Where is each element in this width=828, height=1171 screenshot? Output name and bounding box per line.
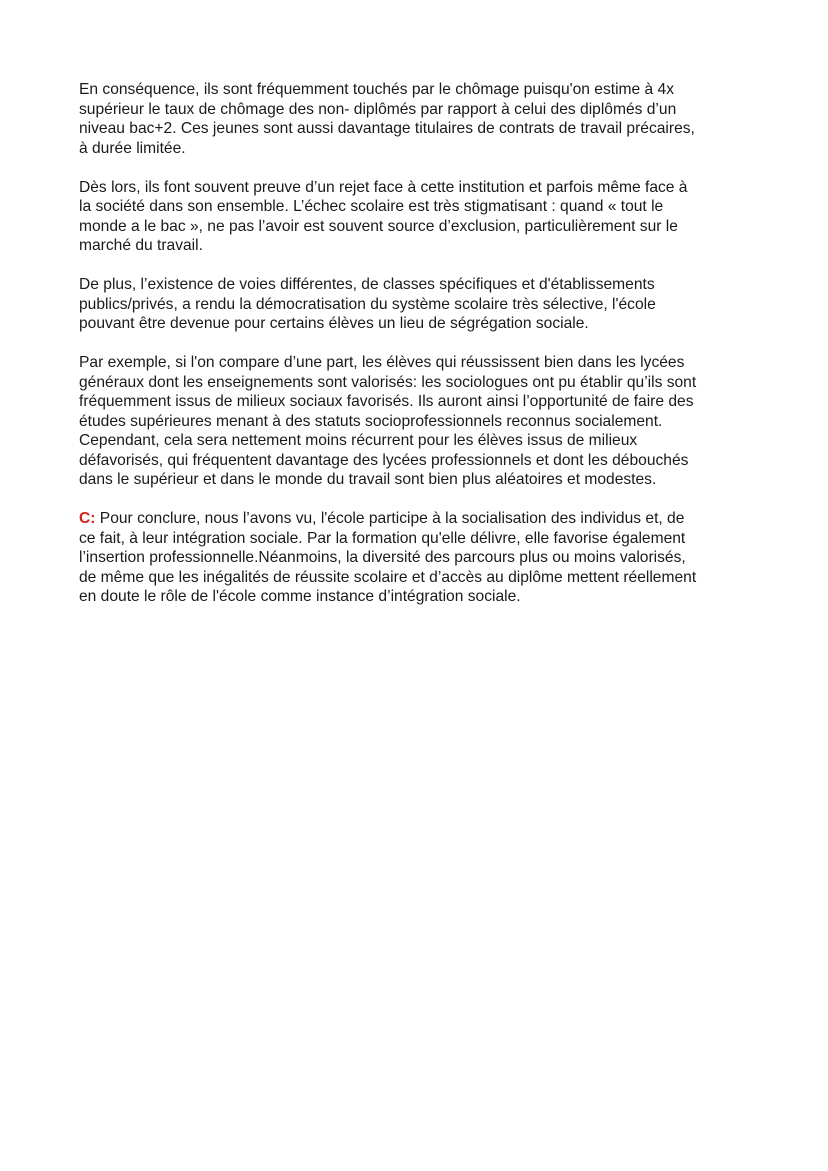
- text-line: fréquemment issus de milieux sociaux favorisés. Ils auront ainsi l’opportunité de faire des: [79, 393, 694, 410]
- text-line: études supérieures menant à des statuts socioprofessionnels reconnus socialement.: [79, 412, 663, 430]
- text-line: la société dans son ensemble. L’échec scolaire est très stigmatisant : quand « tout le: [79, 198, 664, 215]
- paragraph-segregation: [79, 275, 751, 334]
- text-line: dans le supérieur et dans le monde du travail sont bien plus aléatoires et modestes.: [79, 471, 657, 488]
- text-line: supérieur le taux de chômage des non- diplômés par rapport à celui des diplômés d’un: [79, 100, 677, 118]
- text-line: publics/privés, a rendu la démocratisation du système scolaire très sélective, l'école: [79, 295, 656, 313]
- paragraph-example: [79, 353, 751, 490]
- paragraph-rejection: [79, 178, 751, 256]
- text-line: Dès lors, ils font souvent preuve d’un rejet face à cette institution et parfois même face à: [79, 178, 688, 196]
- text-line: en doute le rôle de l'école comme instance d’intégration sociale.: [79, 588, 521, 605]
- text-line: à durée limitée.: [79, 139, 186, 157]
- text-line: En conséquence, ils sont fréquemment touchés par le chômage puisqu'on estime à 4x: [79, 81, 675, 98]
- paragraph-unemployment: [79, 80, 751, 158]
- text-line: défavorisés, qui fréquentent davantage des lycées professionnels et dont les débouchés: [79, 451, 689, 469]
- paragraph-conclusion: [79, 509, 751, 607]
- text-line: monde a le bac », ne pas l’avoir est souvent source d’exclusion, particulièrement sur le: [79, 217, 678, 235]
- text-line: de même que les inégalités de réussite scolaire et d’accès au diplôme mettent réellement: [79, 568, 697, 586]
- text-line: ce fait, à leur intégration sociale. Par la formation qu'elle délivre, elle favorise également: [79, 529, 686, 547]
- text-line: l’insertion professionnelle.Néanmoins, la diversité des parcours plus ou moins valorisés,: [79, 549, 686, 566]
- text-line: Pour conclure, nous l’avons vu, l'école participe à la socialisation des individus et, de: [95, 510, 685, 527]
- text-line: niveau bac+2. Ces jeunes sont aussi davantage titulaires de contrats de travail précaires,: [79, 120, 695, 137]
- text-line: généraux dont les enseignements sont valorisés: les sociologues ont pu établir qu’ils sont: [79, 373, 697, 391]
- text-line: De plus, l’existence de voies différentes, de classes spécifiques et d'établissements: [79, 276, 655, 293]
- text-line: pouvant être devenue pour certains élèves un lieu de ségrégation sociale.: [79, 315, 589, 332]
- conclusion-label: C:: [79, 510, 96, 527]
- text-line: Cependant, cela sera nettement moins récurrent pour les élèves issus de milieux: [79, 432, 638, 449]
- text-line: Par exemple, si l'on compare d’une part, les élèves qui réussissent bien dans les lycées: [79, 354, 685, 371]
- document-body: [79, 80, 751, 626]
- text-line: marché du travail.: [79, 237, 203, 254]
